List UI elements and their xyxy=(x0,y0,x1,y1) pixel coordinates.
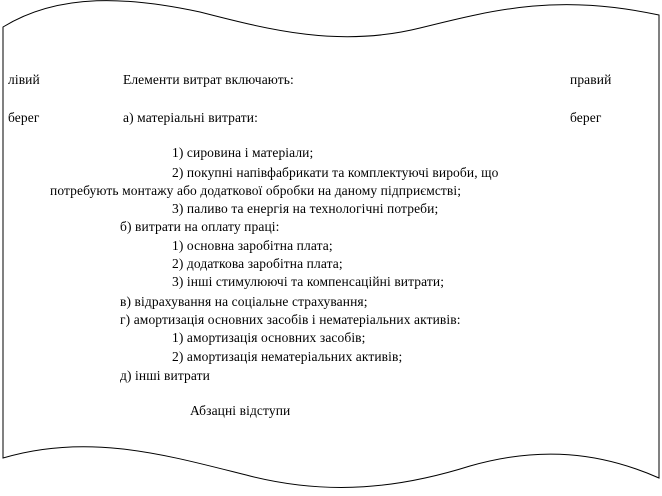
section-a-item-3: 3) паливо та енергія на технологічні потреби; xyxy=(172,201,439,216)
caption-text: Абзацні відступи xyxy=(190,403,291,418)
left-side-label-bottom: берег xyxy=(8,110,40,125)
right-side-label-top: правий xyxy=(570,72,612,87)
left-side-label-top: лівий xyxy=(8,72,40,87)
section-b-label: б) витрати на оплату праці: xyxy=(120,219,280,234)
section-a-item-2-continued: потребують монтажу або додаткової обробки на даному підприємстві; xyxy=(50,183,462,198)
section-b-item-2: 2) додаткова заробітна плата; xyxy=(172,256,343,271)
section-d-label: д) інші витрати xyxy=(120,368,210,383)
section-g-item-2: 2) амортизація нематеріальних активів; xyxy=(172,349,403,364)
heading-text: Елементи витрат включають: xyxy=(123,72,294,87)
section-b-item-3: 3) інші стимулюючі та компенсаційні витрати; xyxy=(172,274,445,289)
section-a-item-2: 2) покупні напівфабрикати та комплектуючі вироби, що xyxy=(172,165,499,180)
right-side-label-bottom: берег xyxy=(570,110,602,125)
section-g-item-1: 1) амортизація основних засобів; xyxy=(172,330,366,345)
section-a-label: а) матеріальні витрати: xyxy=(123,110,258,125)
section-b-item-1: 1) основна заробітна плата; xyxy=(172,238,333,253)
section-g-label: г) амортизація основних засобів і нематеріальних активів: xyxy=(120,312,461,327)
section-a-item-1: 1) сировина і матеріали; xyxy=(172,145,314,160)
section-v-label: в) відрахування на соціальне страхування; xyxy=(120,294,368,309)
